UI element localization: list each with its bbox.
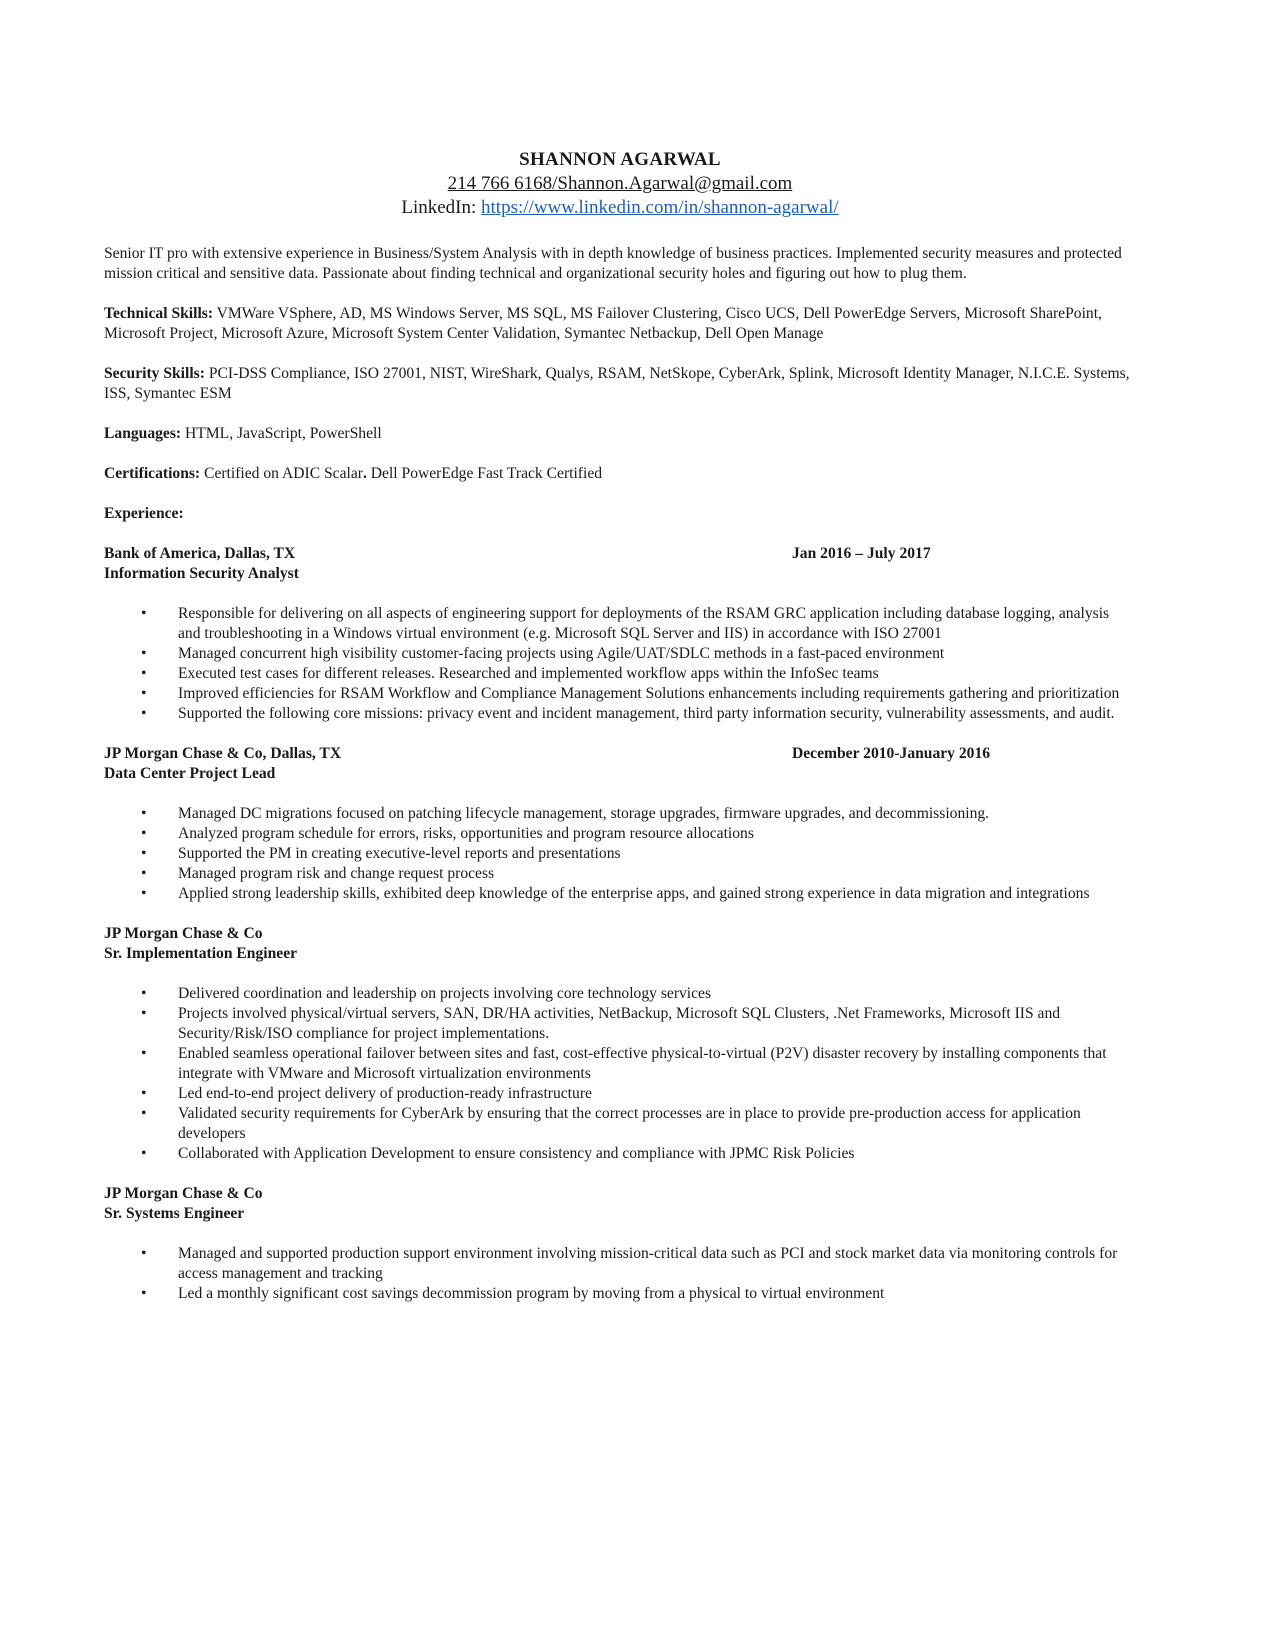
bullet-icon: •	[141, 825, 147, 842]
certifications	[104, 464, 1134, 484]
security-skills-value: PCI-DSS Compliance, ISO 27001, NIST, WireShark, Qualys, RSAM, NetSkope, CyberArk, Splink, Microsoft Identity Manager, N.I.C.E. Systems, ISS, Symantec ESM	[104, 365, 1130, 402]
job-header	[104, 744, 1134, 764]
bullet-text: Supported the PM in creating executive-level reports and presentations	[178, 845, 621, 862]
bullet-item	[104, 844, 1134, 864]
job-header	[104, 544, 1134, 564]
bullet-text: Delivered coordination and leadership on projects involving core technology services	[178, 985, 712, 1002]
experience-heading: Experience:	[104, 505, 184, 522]
bullet-icon: •	[141, 845, 147, 862]
resume-header	[0, 148, 1240, 220]
job-title: Information Security Analyst	[104, 565, 299, 582]
certifications-label: Certifications:	[104, 465, 201, 482]
certifications-value-a: Certified on ADIC Scalar	[200, 465, 363, 482]
bullet-item	[104, 1284, 1134, 1304]
job-dates: December 2010-January 2016	[792, 745, 991, 762]
job-title: Sr. Implementation Engineer	[104, 945, 298, 962]
job-company: JP Morgan Chase & Co	[104, 925, 263, 942]
bullet-text: Led a monthly significant cost savings decommission program by moving from a physical to virtual environment	[178, 1285, 885, 1302]
bullet-item	[104, 1084, 1134, 1104]
bullet-text: Executed test cases for different releases. Researched and implemented workflow apps within the InfoSec teams	[178, 665, 879, 682]
bullet-item	[104, 1044, 1134, 1084]
job-dates: Jan 2016 – July 2017	[792, 545, 931, 562]
bullet-text: Managed program risk and change request process	[178, 865, 495, 882]
job-header	[104, 1184, 1134, 1204]
bullet-icon: •	[141, 985, 147, 1002]
bullet-text: Validated security requirements for CyberArk by ensuring that the correct processes are in place to provide pre-production access for application developers	[178, 1105, 1081, 1142]
bullet-text: Responsible for delivering on all aspects of engineering support for deployments of the RSAM GRC application including database logging, analysis and troubleshooting in a Windows virtual environment (e.g. Microsoft SQL Server and IIS) in accordance with ISO 27001	[178, 605, 1110, 642]
technical-skills-label: Technical Skills:	[104, 305, 214, 322]
bullet-icon: •	[141, 685, 147, 702]
bullet-item	[104, 1004, 1134, 1044]
job-title: Data Center Project Lead	[104, 765, 276, 782]
bullet-item	[104, 1144, 1134, 1164]
languages	[104, 424, 1134, 444]
bullet-text: Managed and supported production support environment involving mission-critical data such as PCI and stock market data via monitoring controls for access management and tracking	[178, 1245, 1118, 1282]
bullet-icon: •	[141, 885, 147, 902]
bullet-icon: •	[141, 665, 147, 682]
job-bullets	[104, 604, 1134, 724]
job-title: Sr. Systems Engineer	[104, 1205, 245, 1222]
bullet-text: Enabled seamless operational failover between sites and fast, cost-effective physical-to-virtual (P2V) disaster recovery by installing components that integrate with VMware and Microsoft virtualization environments	[178, 1045, 1107, 1082]
job-company: Bank of America, Dallas, TX	[104, 545, 296, 562]
bullet-icon: •	[141, 645, 147, 662]
job-company: JP Morgan Chase & Co, Dallas, TX	[104, 745, 342, 762]
contact-line[interactable]: 214 766 6168/Shannon.Agarwal@gmail.com	[447, 173, 793, 194]
bullet-icon: •	[141, 605, 147, 622]
bullet-icon: •	[141, 805, 147, 822]
bullet-item	[104, 804, 1134, 824]
bullet-text: Supported the following core missions: privacy event and incident management, third party information security, vulnerability assessments, and audit.	[178, 705, 1115, 722]
candidate-name: SHANNON AGARWAL	[519, 149, 721, 170]
bullet-icon: •	[141, 1005, 147, 1022]
bullet-icon: •	[141, 1085, 147, 1102]
bullet-item	[104, 984, 1134, 1004]
bullet-item	[104, 884, 1134, 904]
bullet-icon: •	[141, 1045, 147, 1062]
languages-value: HTML, JavaScript, PowerShell	[181, 425, 382, 442]
linkedin-line	[0, 196, 1240, 220]
bullet-icon: •	[141, 705, 147, 722]
bullet-text: Managed concurrent high visibility customer-facing projects using Agile/UAT/SDLC methods in a fast-paced environment	[178, 645, 945, 662]
technical-skills	[104, 304, 1134, 344]
bullet-text: Projects involved physical/virtual servers, SAN, DR/HA activities, NetBackup, Microsoft SQL Clusters, .Net Frameworks, Microsoft IIS and Security/Risk/ISO compliance for project implementations.	[178, 1005, 1061, 1042]
job-bullets	[104, 984, 1134, 1164]
bullet-icon: •	[141, 1145, 147, 1162]
certifications-separator: .	[362, 465, 367, 482]
job-entry	[104, 1184, 1134, 1304]
bullet-text: Managed DC migrations focused on patching lifecycle management, storage upgrades, firmware upgrades, and decommissioning.	[178, 805, 990, 822]
job-bullets	[104, 804, 1134, 904]
bullet-icon: •	[141, 1245, 147, 1262]
technical-skills-value: VMWare VSphere, AD, MS Windows Server, MS SQL, MS Failover Clustering, Cisco UCS, Dell PowerEdge Servers, Microsoft SharePoint, Microsoft Project, Microsoft Azure, Microsoft System Center Validation, Symantec Netbackup, Dell Open Manage	[104, 305, 1102, 342]
bullet-item	[104, 704, 1134, 724]
bullet-item	[104, 1244, 1134, 1284]
bullet-text: Improved efficiencies for RSAM Workflow and Compliance Management Solutions enhancements including requirements gathering and prioritization	[178, 685, 1120, 702]
security-skills-label: Security Skills:	[104, 365, 205, 382]
bullet-item	[104, 604, 1134, 644]
bullet-icon: •	[141, 865, 147, 882]
bullet-item	[104, 664, 1134, 684]
job-bullets	[104, 1244, 1134, 1304]
bullet-text: Analyzed program schedule for errors, risks, opportunities and program resource allocations	[178, 825, 754, 842]
bullet-item	[104, 1104, 1134, 1144]
bullet-icon: •	[141, 1285, 147, 1302]
linkedin-label: LinkedIn:	[401, 197, 482, 218]
certifications-value-b: Dell PowerEdge Fast Track Certified	[366, 465, 603, 482]
resume-body	[104, 244, 1134, 1324]
bullet-icon: •	[141, 1105, 147, 1122]
job-entry	[104, 744, 1134, 904]
job-header	[104, 924, 1134, 944]
bullet-text: Collaborated with Application Development to ensure consistency and compliance with JPMC Risk Policies	[178, 1145, 855, 1162]
job-company: JP Morgan Chase & Co	[104, 1185, 263, 1202]
bullet-text: Applied strong leadership skills, exhibited deep knowledge of the enterprise apps, and gained strong experience in data migration and integrations	[178, 885, 1090, 902]
languages-label: Languages:	[104, 425, 182, 442]
bullet-text: Led end-to-end project delivery of production-ready infrastructure	[178, 1085, 592, 1102]
bullet-item	[104, 684, 1134, 704]
bullet-item	[104, 824, 1134, 844]
job-entry	[104, 544, 1134, 724]
security-skills	[104, 364, 1134, 404]
bullet-item	[104, 644, 1134, 664]
job-entry	[104, 924, 1134, 1164]
bullet-item	[104, 864, 1134, 884]
linkedin-link[interactable]: https://www.linkedin.com/in/shannon-agarwal/	[481, 197, 839, 218]
summary-paragraph: Senior IT pro with extensive experience in Business/System Analysis with in depth knowledge of business practices. Implemented security measures and protected mission critical and sensitive data. Passionate about finding technical and organizational security holes and figuring out how to plug them.	[104, 245, 1122, 282]
